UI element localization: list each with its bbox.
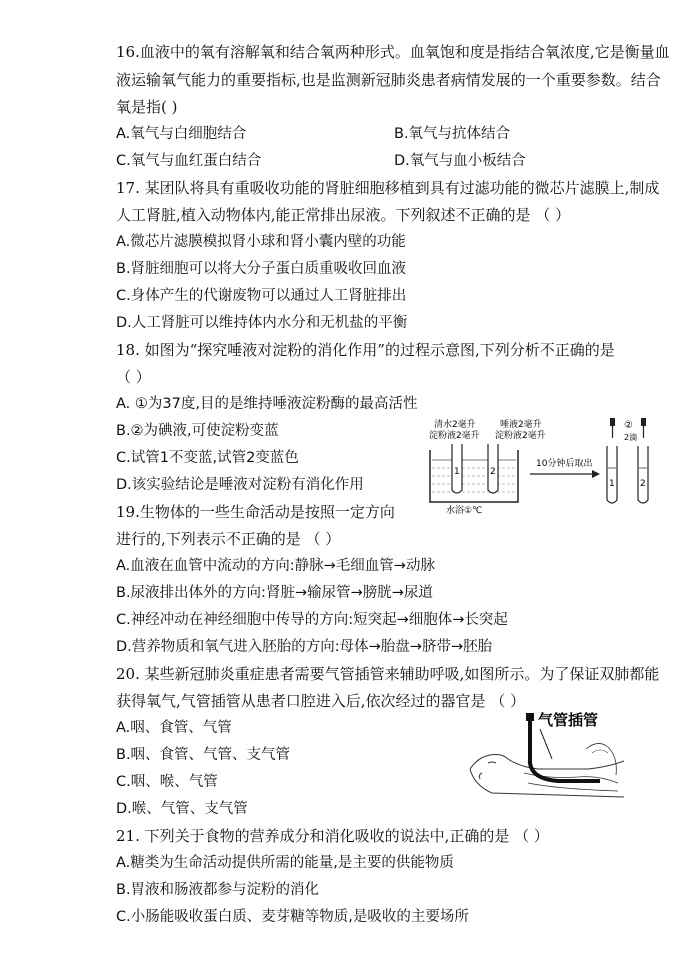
q18-experiment-figure	[396, 416, 664, 514]
drops-label: 2滴	[624, 433, 638, 442]
q17-option-c: C.身体产生的代谢废物可以通过人工肾脏排出	[116, 288, 407, 304]
q17-option-a: A.微芯片滤膜模拟肾小球和肾小囊内壁的功能	[116, 234, 406, 250]
q16-stem-line2: 液运输氧气能力的重要指标,也是监测新冠肺炎患者病情发展的一个重要参数。结合	[116, 71, 661, 89]
q21-option-c: C.小肠能吸收蛋白质、麦芽糖等物质,是吸收的主要场所	[116, 909, 469, 925]
q21-option-b: B.胃液和肠液都参与淀粉的消化	[116, 882, 320, 898]
tube-2-number: 2	[490, 467, 496, 477]
q16-option-b: B.氧气与抗体结合	[394, 126, 511, 142]
tube-1-output	[607, 446, 617, 503]
arrow-label: 10分钟后取出	[536, 459, 593, 469]
q18-option-a: A. ①为37度,目的是维持唾液淀粉酶的最高活性	[116, 396, 418, 412]
tube-2-output	[638, 446, 648, 503]
tube1-label-water: 清水2毫升	[434, 420, 476, 430]
q19-option-a: A.血液在血管中流动的方向:静脉→毛细血管→动脉	[116, 558, 435, 574]
q19-option-d: D.营养物质和氧气进入胚胎的方向:母体→胎盘→脐带→胚胎	[116, 639, 493, 655]
q18-stem-line1: 18. 如图为“探究唾液对淀粉的消化作用”的过程示意图,下列分析不正确的是	[116, 341, 615, 359]
water-bath-beaker	[430, 450, 518, 502]
tube-2-in-bath	[488, 444, 498, 493]
q17-option-b: B.肾脏细胞可以将大分子蛋白质重吸收回血液	[116, 261, 407, 277]
q16-option-c: C.氧气与血红蛋白结合	[116, 153, 262, 169]
q18-option-c: C.试管1不变蓝,试管2变蓝色	[116, 450, 299, 466]
q20-stem-line2: 获得氧气,气管插管从患者口腔进入后,依次经过的器官是 （ ）	[116, 692, 526, 710]
q20-stem-line1: 20. 某些新冠肺炎重症患者需要气管插管来辅助呼吸,如图所示。为了保证双肺都能	[116, 665, 660, 683]
tube-1-in-bath	[452, 444, 462, 493]
tube2-label-starch: 淀粉液2毫升	[495, 431, 546, 441]
intubation-tube-label: 气管插管	[538, 711, 599, 729]
q16-stem-line3: 氧是指( )	[116, 98, 178, 116]
output-tube-2-number: 2	[640, 479, 646, 489]
reagent-label: ②	[624, 420, 633, 431]
q19-option-c: C.神经冲动在神经细胞中传导的方向:短突起→细胞体→长突起	[116, 612, 508, 628]
tube1-label-starch: 淀粉液2毫升	[429, 431, 480, 441]
q16-stem-line1: 16.血液中的氧有溶解氧和结合氧两种形式。血氧饱和度是指结合氧浓度,它是衡量血	[116, 43, 670, 61]
q20-option-b: B.咽、食管、气管、支气管	[116, 747, 291, 763]
q21-option-a: A.糖类为生命活动提供所需的能量,是主要的供能物质	[116, 855, 454, 871]
q19-stem-line2: 进行的,下列表示不正确的是 （ ）	[116, 530, 341, 548]
q16-option-a: A.氧气与白细胞结合	[116, 126, 247, 142]
patient-head-illustration	[470, 743, 624, 797]
q16-option-d: D.氧气与血小板结合	[394, 153, 526, 169]
tube2-label-saliva: 唾液2毫升	[500, 420, 542, 430]
q20-intubation-figure	[468, 709, 626, 799]
q18-option-d: D.该实验结论是唾液对淀粉有消化作用	[116, 477, 364, 493]
q20-option-c: C.咽、喉、气管	[116, 774, 218, 790]
output-tube-1-number: 1	[609, 479, 615, 489]
water-bath-label: 水浴①℃	[446, 506, 483, 514]
q19-option-b: B.尿液排出体外的方向:肾脏→输尿管→膀胱→尿道	[116, 585, 433, 601]
q20-option-d: D.喉、气管、支气管	[116, 801, 248, 817]
q20-option-a: A.咽、食管、气管	[116, 720, 232, 736]
q19-stem-line1: 19.生物体的一些生命活动是按照一定方向	[116, 503, 395, 521]
arrow-head-icon	[592, 470, 600, 478]
q17-stem-line2: 人工肾脏,植入动物体内,能正常排出尿液。下列叙述不正确的是 （ ）	[116, 206, 571, 224]
q17-option-d: D.人工肾脏可以维持体内水分和无机盐的平衡	[116, 315, 408, 331]
q17-stem-line1: 17. 某团队将具有重吸收功能的肾脏细胞移植到具有过滤功能的微芯片滤膜上,制成	[116, 179, 660, 197]
q18-option-b: B.②为碘液,可使淀粉变蓝	[116, 423, 279, 439]
tube-1-number: 1	[454, 467, 460, 477]
q21-stem-line1: 21. 下列关于食物的营养成分和消化吸收的说法中,正确的是 （ ）	[116, 827, 549, 845]
q18-stem-line2: （ ）	[116, 368, 151, 386]
